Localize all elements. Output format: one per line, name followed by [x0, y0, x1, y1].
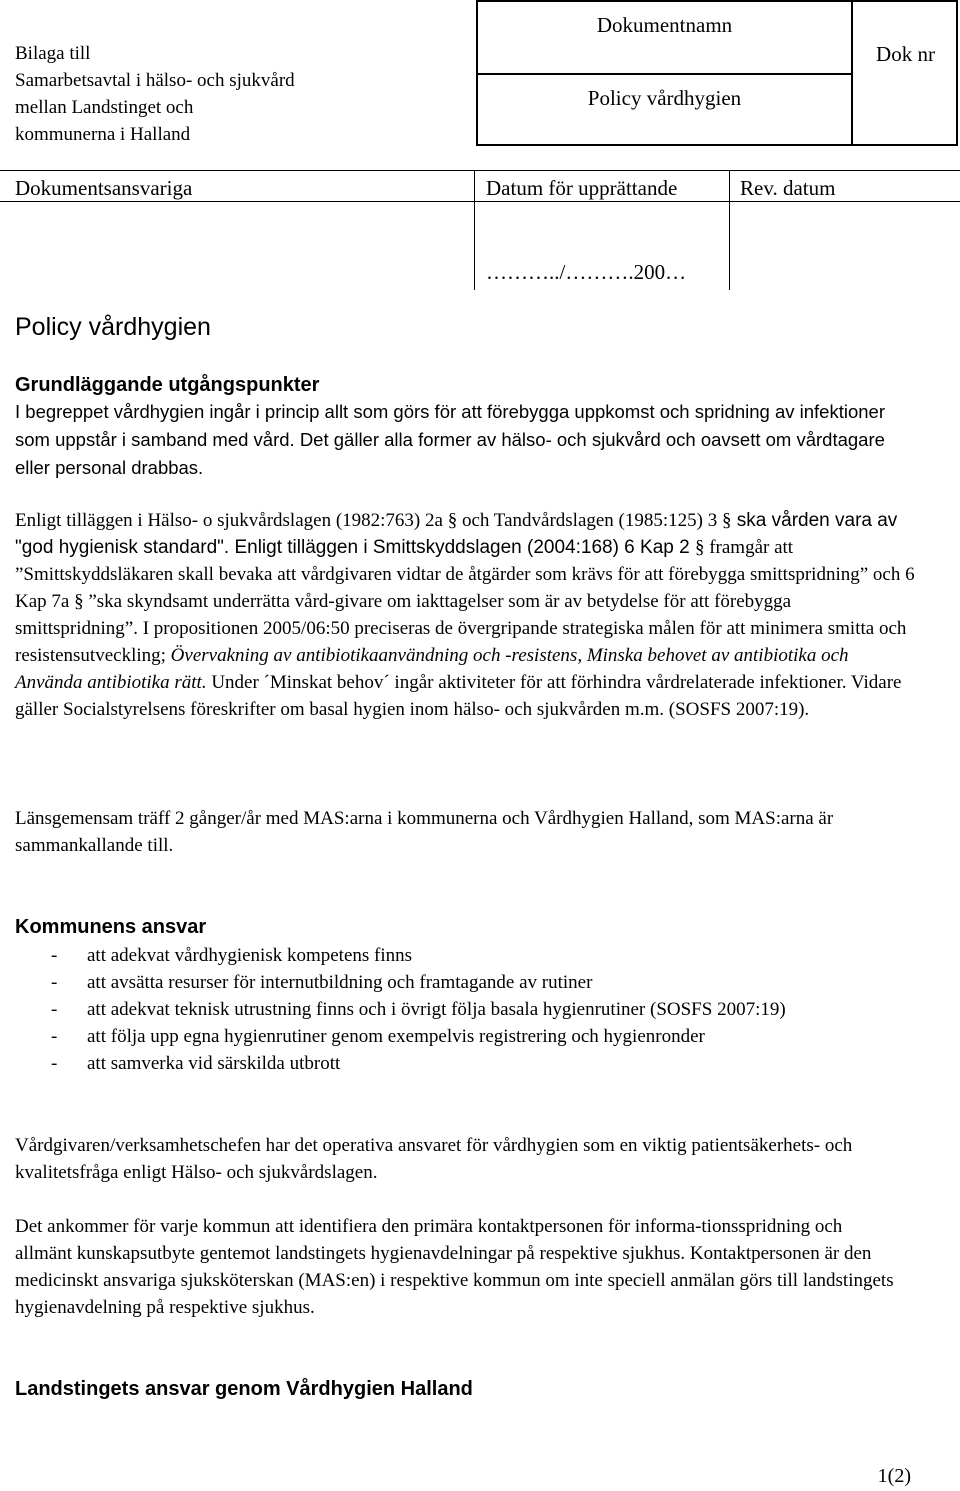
list-item — [15, 996, 895, 1023]
text-run: ”ska skyndsamt underrätta vård-givare om iakttagelser som är av betydelse för att förebygga smittspridning”. I propositionen 2005/06:50 preciseras de övergripande strategiska målen för att minimera smitta och resistensutveckling; — [15, 591, 907, 666]
bilaga-line: Samarbetsavtal i hälso- och sjukvård — [15, 70, 295, 91]
document-header-box — [476, 0, 958, 146]
italic-text-run: Övervakning av antibiotikaanvändning och -resistens, Minska behovet av antibiotika och Använda antibiotika rätt. — [15, 645, 849, 693]
section-heading: Kommunens ansvar — [15, 916, 207, 938]
section-sign: § — [694, 537, 705, 558]
responsibility-list — [15, 942, 895, 1077]
bullet: - — [51, 972, 58, 993]
bilaga-line: Bilaga till — [15, 43, 91, 64]
list-item — [15, 942, 895, 969]
section-heading: Grundläggande utgångspunkter — [15, 374, 320, 396]
text-run: ska vården vara av "god hygienisk standard". Enligt tilläggen i Smittskyddslagen (2004:168) 6 Kap 2 — [15, 510, 898, 558]
dokumentnamn-label: Dokumentnamn — [596, 13, 733, 37]
list-item — [15, 969, 895, 996]
page-number: 1(2) — [877, 1465, 911, 1487]
text-run: och Tandvårdslagen (1985:125) 3 — [457, 510, 722, 531]
meta-divider — [474, 170, 475, 290]
text-run: Enligt tilläggen i Hälso- o sjukvårdslagen (1982:763) 2a — [15, 510, 448, 531]
list-item — [15, 1023, 895, 1050]
list-item — [15, 1050, 895, 1077]
dokumentnamn-value: Policy vårdhygien — [587, 86, 742, 110]
bilaga-block — [15, 40, 295, 148]
ansvariga-label: Dokumentsansvariga — [15, 176, 193, 200]
bullet: - — [51, 999, 58, 1020]
list-item-text: att avsätta resurser för internutbildning och framtagande av rutiner — [87, 972, 593, 993]
list-item-text: att adekvat vårdhygienisk kompetens finns — [87, 945, 413, 966]
paragraph: I begreppet vårdhygien ingår i princip allt som görs för att förebygga uppkomst och spridning av infektioner som uppstår i samband med vård. Det gäller alla former av hälso- och sjukvård och oavsett om vårdtagare eller personal drabbas. — [15, 401, 885, 478]
section-sign: § — [74, 591, 84, 612]
bullet: - — [51, 945, 58, 966]
text-run: framgår att ”Smittskyddsläkaren skall bevaka att vårdgivaren vidtar de åtgärder som krävs för att förebygga smittspridning” och 6 Kap 7a — [15, 537, 915, 612]
section-heading: Landstingets ansvar genom Vårdhygien Halland — [15, 1378, 473, 1400]
list-item-text: att följa upp egna hygienrutiner genom exempelvis registrering och hygienronder — [87, 1026, 705, 1047]
paragraph: Länsgemensam träff 2 gånger/år med MAS:arna i kommunerna och Vårdhygien Halland, som MAS:arna är sammankallande till. — [15, 808, 834, 856]
meta-rule — [0, 170, 960, 171]
paragraph: Det ankommer för varje kommun att identifiera den primära kontaktpersonen för informa-tionsspridning och allmänt kunskapsutbyte gentemot landstingets hygienavdelningar på respektive sjukhus. Kontaktpersonen är den medicinskt ansvariga sjuksköterskan (MAS:en) i respektive kommun om inte speciell anmälan görs till landstingets hygienavdelning på respektive sjukhus. — [15, 1216, 894, 1318]
paragraph: Vårdgivaren/verksamhetschefen har det operativa ansvaret för vårdhygien som en viktig patientsäkerhets- och kvalitetsfråga enligt Hälso- och sjukvårdslagen. — [15, 1135, 853, 1183]
box-divider — [851, 2, 853, 144]
box-divider — [478, 73, 851, 75]
section-sign: § — [722, 510, 732, 531]
datum-value: ………../……….200… — [486, 260, 687, 284]
meta-rule — [0, 201, 960, 202]
list-item-text: att adekvat teknisk utrustning finns och i övrigt följa basala hygienrutiner (SOSFS 2007:19) — [87, 999, 786, 1020]
bullet: - — [51, 1026, 58, 1047]
bullet: - — [51, 1053, 58, 1074]
meta-divider — [729, 170, 730, 290]
text-run: Under ´Minskat behov´ ingår aktiviteter för att förhindra vårdrelaterade infektioner. Vidare gäller Socialstyrelsens föreskrifter om basal hygien inom hälso- och sjukvården m.m. (SOSFS 2007:19). — [15, 672, 902, 720]
list-item-text: att samverka vid särskilda utbrott — [87, 1053, 341, 1074]
paragraph-lagstiftning — [15, 507, 915, 723]
rev-datum-label: Rev. datum — [740, 176, 836, 200]
bilaga-line: mellan Landstinget och — [15, 97, 194, 118]
datum-label: Datum för upprättande — [486, 176, 678, 200]
section-sign: § — [447, 510, 458, 531]
bilaga-line: kommunerna i Halland — [15, 124, 191, 145]
page-title: Policy vårdhygien — [15, 313, 211, 341]
doknr-label: Dok nr — [876, 42, 935, 66]
